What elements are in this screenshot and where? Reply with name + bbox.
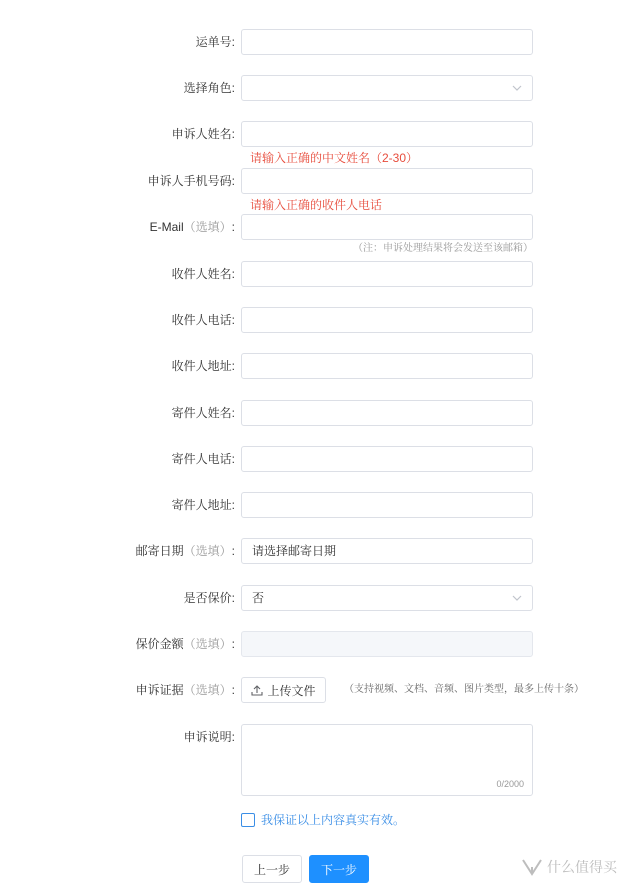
insured-select-value: 否 xyxy=(252,591,265,605)
mail-date-label xyxy=(136,538,235,564)
description-label: 申诉说明: xyxy=(183,730,235,744)
email-colon: : xyxy=(231,220,235,234)
evidence-optional: （选填） xyxy=(183,683,232,697)
sender-name-input[interactable] xyxy=(241,400,533,426)
complainant-phone-error: 请输入正确的收件人电话 xyxy=(250,198,383,212)
watermark-text: 什么值得买 xyxy=(547,859,617,875)
insured-label: 是否保价: xyxy=(183,591,235,605)
receiver-phone-input[interactable] xyxy=(241,307,533,333)
receiver-address-label: 收件人地址: xyxy=(171,359,235,373)
mail-date-colon: : xyxy=(231,544,235,558)
sender-address-input[interactable] xyxy=(241,492,533,518)
smzdm-logo-icon xyxy=(521,858,543,876)
guarantee-checkbox[interactable] xyxy=(241,813,255,827)
mail-date-picker[interactable] xyxy=(241,538,533,564)
evidence-label-text: 申诉证据 xyxy=(135,683,184,697)
email-note: （注：申诉处理结果将会发送至该邮箱） xyxy=(353,243,533,254)
complainant-phone-input[interactable] xyxy=(241,168,533,194)
mail-date-placeholder: 请选择邮寄日期 xyxy=(252,544,337,558)
upload-file-label: 上传文件 xyxy=(267,683,316,698)
receiver-name-input[interactable] xyxy=(241,261,533,287)
insured-select[interactable] xyxy=(241,585,533,611)
email-optional: （选填） xyxy=(183,220,232,234)
complainant-name-label: 申诉人姓名: xyxy=(171,127,235,141)
sender-phone-input[interactable] xyxy=(241,446,533,472)
waybill-input[interactable] xyxy=(241,29,533,55)
receiver-address-input[interactable] xyxy=(241,353,533,379)
receiver-phone-label: 收件人电话: xyxy=(171,313,235,327)
next-step-button[interactable]: 下一步 xyxy=(309,855,369,883)
email-label xyxy=(150,214,235,240)
mail-date-label-text: 邮寄日期 xyxy=(135,544,184,558)
receiver-name-label: 收件人姓名: xyxy=(171,267,235,281)
upload-hint: （支持视频、文档、音频、图片类型，最多上传十条） xyxy=(344,684,584,695)
description-counter: 0/2000 xyxy=(496,779,524,789)
upload-icon xyxy=(251,684,263,696)
insured-amount-colon: : xyxy=(231,637,235,651)
evidence-label xyxy=(136,677,235,703)
sender-name-label: 寄件人姓名: xyxy=(171,406,235,420)
insured-amount-label-text: 保价金额 xyxy=(135,637,184,651)
evidence-colon: : xyxy=(231,683,235,697)
insured-amount-input xyxy=(241,631,533,657)
role-select[interactable] xyxy=(241,75,533,101)
email-label-text: E-Mail xyxy=(149,220,184,234)
sender-phone-label: 寄件人电话: xyxy=(171,452,235,466)
insured-amount-label xyxy=(136,631,235,657)
chevron-down-icon xyxy=(512,83,522,93)
email-input[interactable] xyxy=(241,214,533,240)
complainant-phone-label: 申诉人手机号码: xyxy=(147,174,235,188)
guarantee-label[interactable]: 我保证以上内容真实有效。 xyxy=(261,813,406,827)
role-label: 选择角色: xyxy=(183,81,235,95)
waybill-label: 运单号: xyxy=(195,35,235,49)
complainant-name-input[interactable] xyxy=(241,121,533,147)
upload-file-button[interactable] xyxy=(241,677,326,703)
watermark xyxy=(521,857,617,877)
chevron-down-icon xyxy=(512,593,522,603)
mail-date-optional: （选填） xyxy=(183,544,232,558)
sender-address-label: 寄件人地址: xyxy=(171,498,235,512)
complainant-name-error: 请输入正确的中文姓名（2-30） xyxy=(250,151,419,165)
insured-amount-optional: （选填） xyxy=(183,637,232,651)
description-textarea[interactable] xyxy=(241,724,533,796)
prev-step-button[interactable]: 上一步 xyxy=(242,855,302,883)
